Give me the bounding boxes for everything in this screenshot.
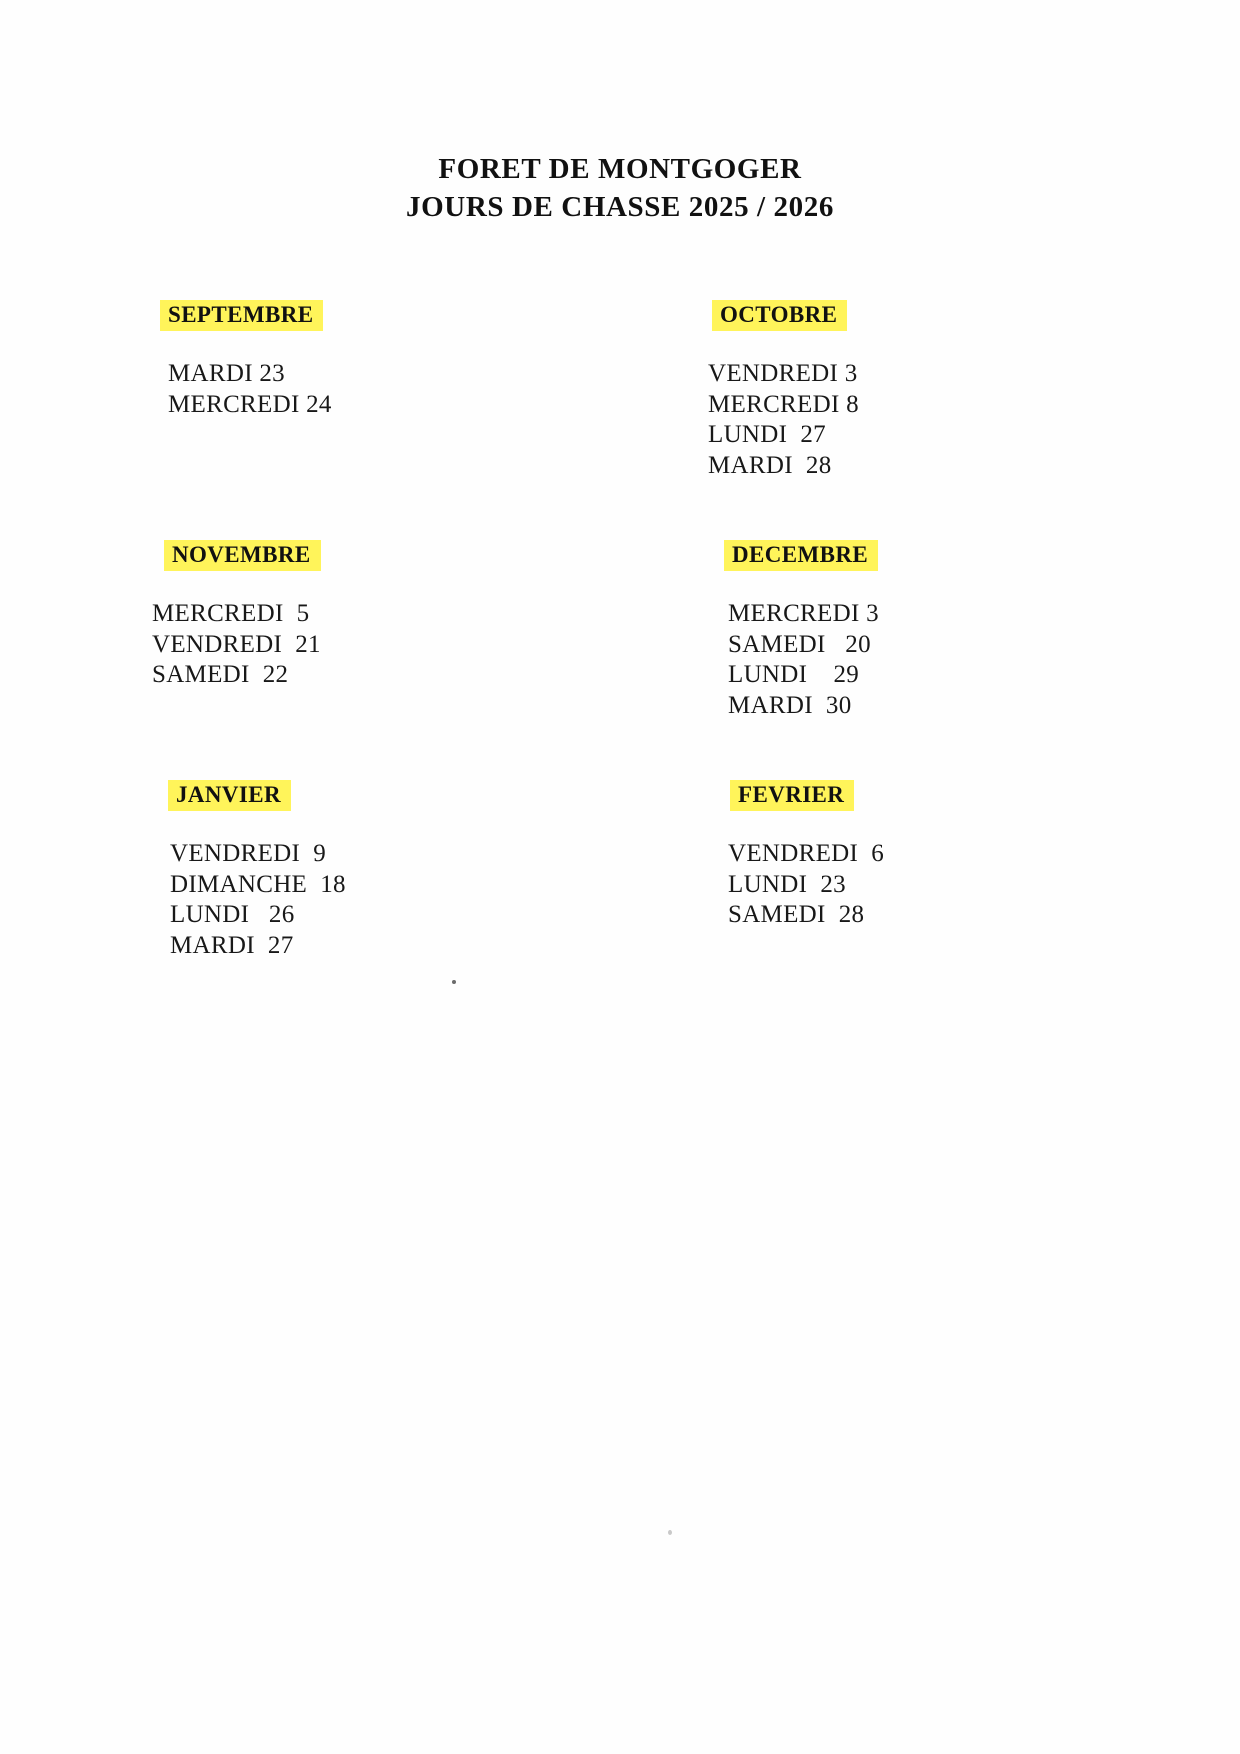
month-heading-octobre: OCTOBRE (712, 300, 847, 331)
month-heading-wrap-octobre (660, 300, 1090, 331)
day-item: VENDREDI 3 (708, 360, 858, 387)
month-block-octobre (660, 300, 1090, 497)
month-heading-septembre: SEPTEMBRE (160, 300, 323, 331)
day-list-decembre (660, 599, 1090, 721)
day-item: MARDI 27 (170, 931, 294, 959)
title-line-2: JOURS DE CHASSE 2025 / 2026 (406, 191, 834, 224)
day-item: MERCREDI 5 (152, 600, 310, 627)
month-block-septembre (120, 300, 550, 436)
month-heading-wrap-septembre (120, 300, 550, 331)
day-list-septembre (120, 359, 550, 420)
day-list-octobre (660, 359, 1090, 481)
day-item: LUNDI 23 (728, 870, 846, 898)
day-list-janvier (120, 839, 550, 961)
day-item: VENDREDI 6 (728, 840, 885, 867)
title-line-1: FORET DE MONTGOGER (438, 153, 802, 185)
day-item: MARDI 23 (168, 360, 285, 387)
document-title (0, 150, 1240, 227)
month-heading-wrap-novembre (120, 540, 550, 571)
day-list-novembre (120, 599, 550, 691)
month-heading-wrap-fevrier (660, 780, 1090, 811)
month-heading-janvier: JANVIER (168, 780, 291, 811)
month-block-decembre (660, 540, 1090, 737)
day-item: LUNDI 27 (708, 421, 826, 448)
month-heading-wrap-janvier (120, 780, 550, 811)
month-heading-fevrier: FEVRIER (730, 780, 854, 811)
month-heading-wrap-decembre (660, 540, 1090, 571)
month-block-janvier (120, 780, 550, 977)
day-item: MERCREDI 8 (708, 390, 859, 418)
scan-artifact-dot-lower (668, 1530, 672, 1535)
day-list-fevrier (660, 839, 1090, 931)
month-heading-decembre: DECEMBRE (724, 540, 878, 571)
day-item: SAMEDI 28 (728, 901, 865, 928)
month-block-novembre (120, 540, 550, 707)
day-item: DIMANCHE 18 (170, 870, 346, 898)
month-heading-novembre: NOVEMBRE (164, 540, 321, 571)
scan-artifact-dot (452, 980, 456, 984)
day-item: SAMEDI 22 (152, 661, 289, 688)
day-item: LUNDI 26 (170, 901, 295, 928)
day-item: VENDREDI 21 (152, 630, 321, 658)
day-item: MERCREDI 3 (728, 600, 879, 627)
day-item: SAMEDI 20 (728, 630, 871, 658)
day-item: MARDI 30 (728, 691, 852, 719)
day-item: LUNDI 29 (728, 661, 860, 688)
month-block-fevrier (660, 780, 1090, 947)
day-item: VENDREDI 9 (170, 840, 327, 867)
day-item: MERCREDI 24 (168, 390, 332, 418)
month-columns (0, 300, 1240, 1060)
day-item: MARDI 28 (708, 451, 832, 479)
